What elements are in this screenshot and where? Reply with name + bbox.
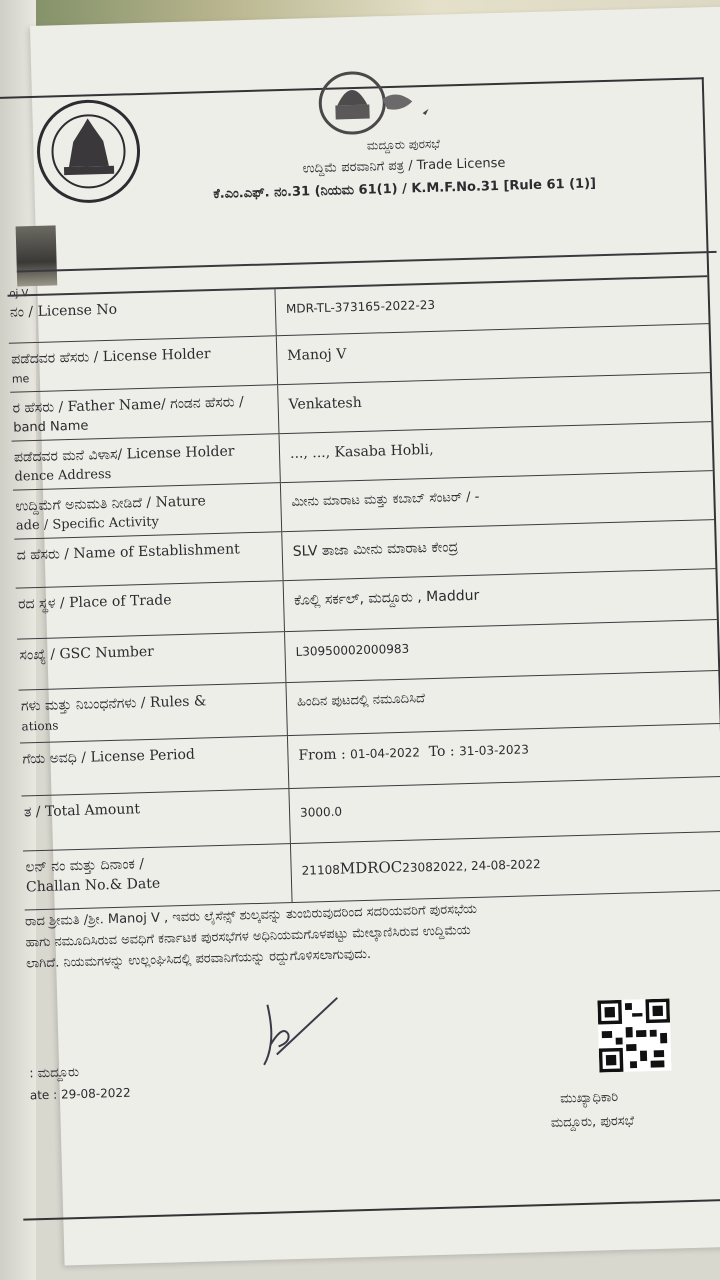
challan-label-line1: ಲನ್ ನಂ ಮತ್ತು ದಿನಾಂಕ / [25,856,145,876]
photo-caption: oj V [9,288,29,300]
amount-value: 3000.0 [299,804,343,820]
nature-value: ಮೀನು ಮಾರಾಟ ಮತ್ತು ಕಬಾಬ್ ಸೆಂಟರ್ / - [291,489,480,510]
state-emblem-icon [296,62,448,146]
holder-label-line2: me [11,372,30,386]
rules-label-line2: ations [21,718,59,734]
license-no-label: ನಂ / License No [8,289,277,342]
license-sheet [9,6,720,1265]
challan-value-b: MDROC [339,857,403,878]
period-to-label: To : [428,743,455,761]
municipal-seal-icon [32,95,145,208]
place-footer: : ಮದ್ದೂರು [29,1065,80,1082]
holder-label [9,336,278,391]
challan-value [291,832,720,902]
amount-label: ತ / Total Amount [22,789,291,850]
father-label-line2: band Name [13,418,89,436]
rule-reference: ಕೆ.ಎಂ.ಎಫ್. ನಂ.31 (ನಿಯಮ 61(1) / K.M.F.No.31 [Rule 61 (1)] [213,176,597,202]
officer-office: ಮದ್ದೂರು, ಪುರಸಭೆ [550,1113,635,1131]
rules-label-line1: ಗಳು ಮತ್ತು ನಿಬಂಧನೆಗಳು / Rules & [20,693,207,715]
declaration-line1: ರಾದ ಶ್ರೀಮತಿ /ಶ್ರೀ. Manoj V , ಇವರು ಲೈಸೆನ್ಸ್ ಶುಲ್ಕವನ್ನು ತುಂಬಿರುವುದರಿಂದ ಸದರಿಯವರಿಗೆ ಪುರಸಭೆಯ [24,901,478,930]
declaration-line3: ಲಾಗಿದೆ. ನಿಯಮಗಳನ್ನು ಉಲ್ಲಂಘಿಸಿದಲ್ಲಿ ಪರವಾನಿಗೆಯನ್ನು ರದ್ದುಗೊಳಿಸಲಾಗುವುದು. [25,946,372,972]
nature-label [13,483,282,538]
holder-label-line1: ಪಡೆದವರ ಹೆಸರು / License Holder [11,346,211,368]
period-from-value: 01-04-2022 [350,745,421,762]
municipality-title: ಮದ್ದೂರು ಪುರಸಭೆ [366,136,441,153]
address-label-line1: ಪಡೆದವರ ಮನೆ ವಿಳಾಸ/ License Holder [13,443,235,466]
father-label-line1: ರ ಹೆಸರು / Father Name/ ಗಂಡನ ಹೆಸರು / [12,394,244,417]
establishment-value: SLV ತಾಜಾ ಮೀನು ಮಾರಾಟ ಕೇಂದ್ರ [292,539,459,560]
declaration-line2: ಹಾಗು ನಮೂದಿಸಿರುವ ಅವಧಿಗೆ ಕರ್ನಾಟಕ ಪುರಸಭೆಗಳ ಅಧಿನಿಯಮಗೊಳಪಟ್ಟು ಮೇಲ್ಕಾಣಿಸಿರುವ ಉದ್ದಿಮೆಯ [25,923,471,951]
signature-icon [227,983,350,1086]
holder-value: Manoj V [287,346,347,364]
license-details-table [7,275,720,910]
period-label: ಗೆಯ ಅವಧಿ / License Period [20,736,289,795]
document-title: ಉದ್ದಿಮೆ ಪರವಾನಿಗೆ ಪತ್ರ / Trade License [302,155,506,177]
holder-photo [16,225,58,286]
date-footer: ate : 29-08-2022 [29,1085,131,1103]
place-label: ರದ ಸ್ಥಳ / Place of Trade [16,581,285,638]
period-from-label: From : [298,746,346,764]
address-label-line2: dence Address [14,466,112,485]
nature-label-line1: ಉದ್ದಿಮೆಗೆ ಅನುಮತಿ ನೀಡಿದೆ / Nature [15,493,207,515]
challan-label [23,844,293,909]
license-no-value: MDR-TL-373165-2022-23 [285,297,436,316]
gsc-value: L30950002000983 [295,641,410,659]
gsc-label: ಸಂಖ್ಯೆ / GSC Number [17,632,286,689]
address-value: ..., ..., Kasaba Hobli, [289,441,434,462]
establishment-label: ದ ಹೆಸರು / Name of Establishment [14,532,283,587]
challan-value-c: 23082022, 24-08-2022 [402,857,541,875]
father-value: Venkatesh [288,394,362,413]
period-to-value: 31-03-2023 [458,742,530,759]
qr-code-icon [597,999,671,1073]
challan-value-a: 21108 [301,862,341,878]
father-label [10,385,279,440]
nature-label-line2: ade / Specific Activity [15,514,160,534]
officer-title: ಮುಖ್ಯಾಧಿಕಾರಿ [559,1089,619,1107]
challan-label-line2: Challan No.& Date [25,875,161,896]
place-value: ಕೊಲ್ಲಿ ಸರ್ಕಲ್, ಮದ್ದೂರು , Maddur [293,587,480,609]
rules-label [19,683,288,742]
address-label [12,434,281,489]
rules-value: ಹಿಂದಿನ ಪುಟದಲ್ಲಿ ನಮೂದಿಸಿದೆ [296,691,426,710]
